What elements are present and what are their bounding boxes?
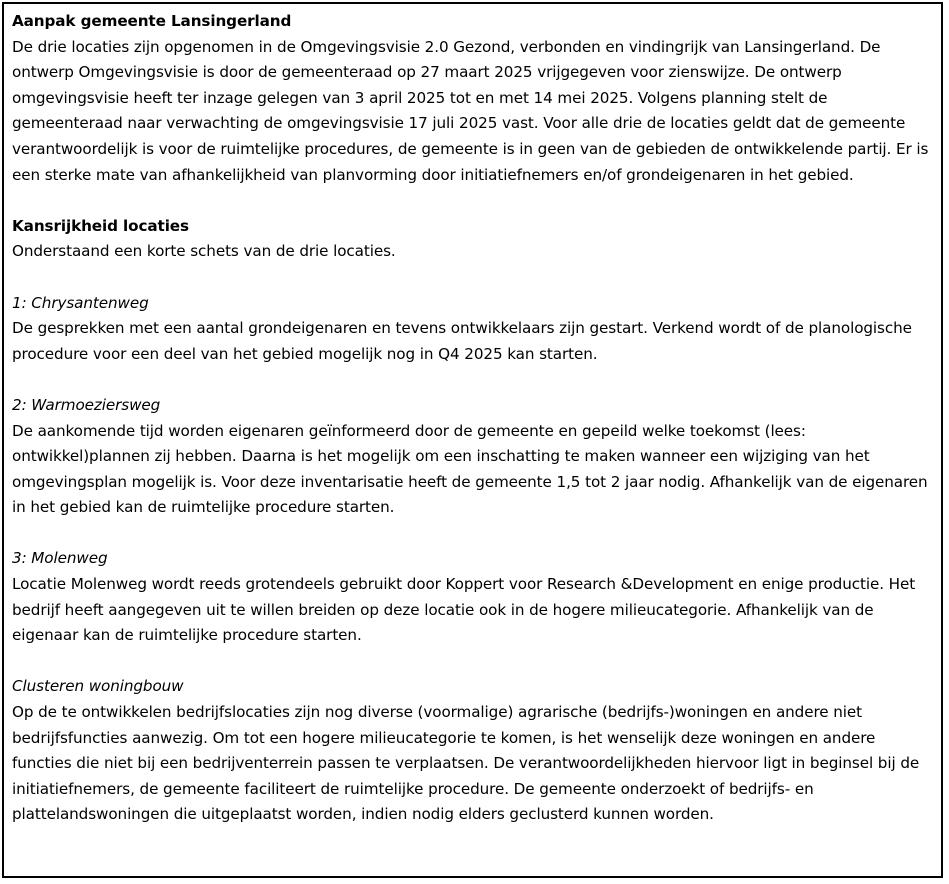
section-body: De drie locaties zijn opgenomen in de Omgevingsvisie 2.0 Gezond, verbonden en vindingrijk van Lansingerland. De ontwerp Omgevingsvisie is door de gemeenteraad op 27 maart 2025 vrijgegeven voor zienswijze. De ontwerp omgevingsvisie heeft ter inzage gelegen van 3 april 2025 tot en met 14 mei 2025. Volgens planning stelt de gemeenteraad naar verwachting de omgevingsvisie 17 juli 2025 vast. Voor alle drie de locaties geldt dat de gemeente verantwoordelijk is voor de ruimtelijke procedures, de gemeente is in geen van de gebieden de ontwikkelende partij. Er is een sterke mate van afhankelijkheid van planvorming door initiatiefnemers en/of grondeigenaren in het gebied. — [12, 37, 929, 184]
section-body: De gesprekken met een aantal grondeigenaren en tevens ontwikkelaars zijn gestart. Verkend wordt of de planologische procedure voor een deel van het gebied mogelijk nog in Q4 2025 kan starten. — [12, 319, 912, 363]
section-clusteren-woningbouw — [12, 674, 933, 828]
section-body: Op de te ontwikkelen bedrijfslocaties zijn nog diverse (voormalige) agrarische (bedrijfs-)woningen en andere niet bedrijfsfuncties aanwezig. Om tot een hogere milieucategorie te komen, is het wenselijk deze woningen en andere functies die niet bij een bedrijventerrein passen te verplaatsen. De verantwoordelijkheden hiervoor ligt in beginsel bij de initiatiefnemers, de gemeente faciliteert de ruimtelijke procedure. De gemeente onderzoekt of bedrijfs- en plattelandswoningen die uitgeplaatst worden, indien nodig elders geclusterd kunnen worden. — [12, 703, 920, 824]
section-heading: 3: Molenweg — [12, 549, 108, 568]
section-body: De aankomende tijd worden eigenaren geïnformeerd door de gemeente en gepeild welke toekomst (lees: ontwikkel)plannen zij hebben. Daarna is het mogelijk om een inschatting te maken wanneer een wijziging van het omgevingsplan mogelijk is. Voor deze inventarisatie heeft de gemeente 1,5 tot 2 jaar nodig. Afhankelijk van de eigenaren in het gebied kan de ruimtelijke procedure starten. — [12, 421, 928, 517]
document-frame — [2, 2, 943, 878]
section-heading: Clusteren woningbouw — [12, 677, 184, 696]
section-body: Onderstaand een korte schets van de drie locaties. — [12, 242, 396, 261]
section-heading: 2: Warmoeziersweg — [12, 395, 161, 414]
section-body: Locatie Molenweg wordt reeds grotendeels gebruikt door Koppert voor Research &Development en enige productie. Het bedrijf heeft aangegeven uit te willen breiden op deze locatie ook in de hogere milieucategorie. Afhankelijk van de eigenaar kan de ruimtelijke procedure starten. — [12, 575, 916, 645]
section-heading: 1: Chrysantenweg — [12, 293, 149, 312]
section-chrysantenweg — [12, 291, 933, 368]
section-heading: Aanpak gemeente Lansingerland — [12, 12, 292, 30]
section-aanpak-gemeente — [12, 9, 933, 188]
section-heading: Kansrijkheid locaties — [12, 216, 189, 235]
section-warmoeziersweg — [12, 393, 933, 521]
section-molenweg — [12, 546, 933, 648]
section-kansrijkheid-locaties — [12, 214, 933, 265]
